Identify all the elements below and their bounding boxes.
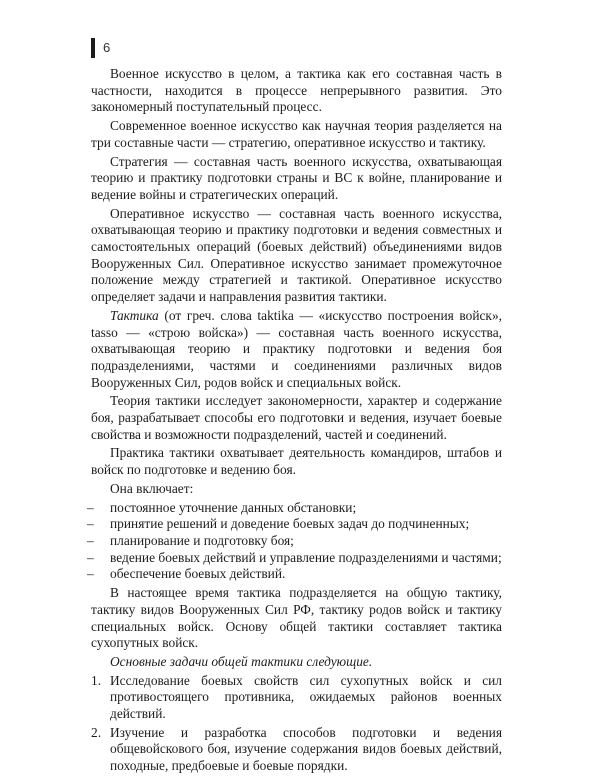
- paragraph-evolution: Военное искусство в целом, а тактика как его составная часть в частности, находится в процессе непрерывного развития. Это закономерный поступательный процесс.: [91, 66, 502, 115]
- paragraph-theory-parts: Современное военное искусство как научная теория разделяется на три составные части — стратегию, оперативное искусство и тактику.: [91, 118, 502, 150]
- page-header: [91, 38, 110, 58]
- paragraph-tactics-division: В настоящее время тактика подразделяется на общую тактику, тактику видов Вооруженных Сил РФ, тактику родов войск и тактику специальных войск. Основу общей тактики составляет тактика сухопутных войск.: [91, 585, 502, 651]
- task-text: Изучение и разработка способов подготовки и ведения общевойскового боя, изучение содержания видов боевых действий, походные, предбоевые и боевые порядки.: [110, 724, 502, 774]
- paragraph-operational-art: Оперативное искусство — составная часть военного искусства, охватывающая теорию и практику подготовки и ведения совместных и самостоятельных операций (боевых действий) объединениями видов Вооруженных Сил. Оперативное искусство занимает промежуточное положение между стратегией и тактикой. Оперативное искусство определяет задачи и направления развития тактики.: [91, 205, 502, 305]
- list-item: – обеспечение боевых действий.: [91, 566, 502, 583]
- body-text: [91, 66, 502, 777]
- header-bar: [91, 38, 95, 58]
- paragraph-tactics-theory: Теория тактики исследует закономерности, характер и содержание боя, разрабатывает способы его подготовки и ведения, изучает боевые свойства и возможности подразделений, частей и соединений.: [91, 393, 502, 442]
- task-text: Исследование боевых свойств сил сухопутных войск и сил противостоящего противника, ожидаемых районов военных действий.: [110, 672, 502, 722]
- includes-list: [91, 500, 502, 584]
- tactics-definition-text: (от греч. слова taktika — «искусство построения войск», tasso — «строю войска») — составная часть военного искусства, охватывающая теорию и практику подготовки и ведения боя подразделениями, частями и соединениями различных видов Вооруженных Сил, родов войск и специальных войск.: [91, 307, 502, 390]
- paragraph-tactics-definition: [91, 308, 502, 392]
- tasks-list: [91, 673, 502, 775]
- term-tactics: Тактика: [110, 307, 159, 323]
- task-number: 1.: [91, 672, 102, 688]
- list-item: – постоянное уточнение данных обстановки;: [91, 500, 502, 517]
- list-item: – принятие решений и доведение боевых задач до подчиненных;: [91, 516, 502, 533]
- list-item: – планирование и подготовку боя;: [91, 533, 502, 550]
- paragraph-strategy: Стратегия — составная часть военного искусства, охватывающая теорию и практику подготовки страны и ВС к войне, планирование и ведение войны и стратегических операций.: [91, 153, 502, 202]
- list-item: – ведение боевых действий и управление подразделениями и частями;: [91, 550, 502, 567]
- paragraph-includes-intro: Она включает:: [110, 480, 194, 496]
- page-number: 6: [103, 40, 111, 55]
- tasks-heading: Основные задачи общей тактики следующие.: [110, 653, 373, 669]
- paragraph-tactics-practice: Практика тактики охватывает деятельность командиров, штабов и войск по подготовке и ведению боя.: [91, 445, 502, 478]
- task-item: [91, 673, 502, 723]
- task-number: 2.: [91, 724, 102, 740]
